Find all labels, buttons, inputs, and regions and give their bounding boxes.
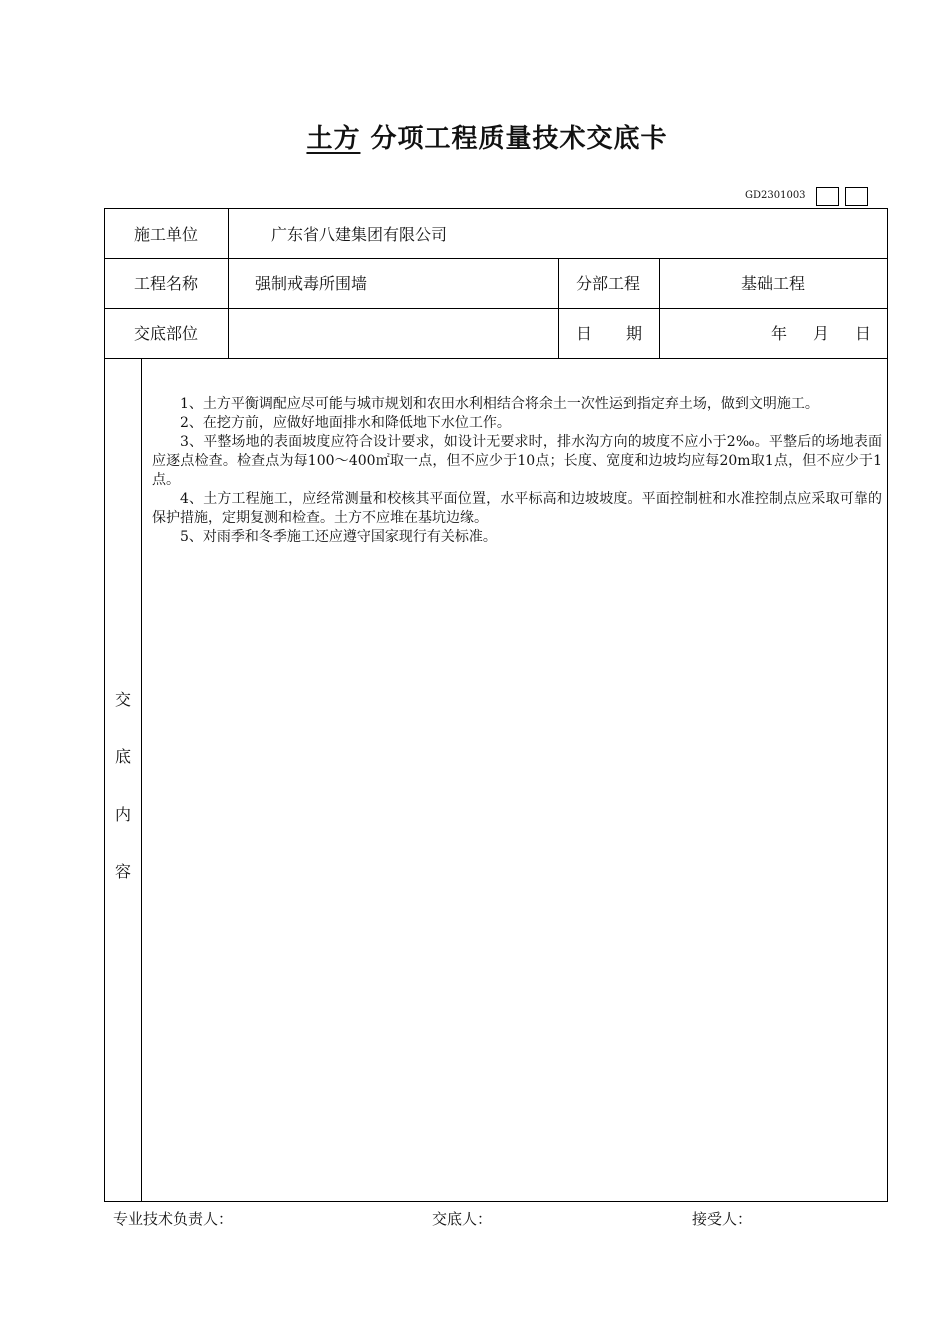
title-subject: 土方 [306,124,361,154]
receiver-signature[interactable]: 接受人： [692,1210,753,1228]
code-box-1[interactable] [816,187,839,206]
row-divider [105,358,887,359]
content-label-char: 容 [114,862,131,881]
content-paragraph: 4、土方工程施工，应经常测量和校核其平面位置，水平标高和边坡坡度。平面控制桩和水准控制点应采取可靠的保护措施，定期复测和检查。土方不应堆在基坑边缘。 [152,491,882,526]
col-divider [659,258,660,358]
division-value[interactable]: 基础工程 [741,274,806,293]
content-label-char: 交 [114,690,131,709]
form-title [0,118,950,155]
col-divider [141,358,142,1201]
title-suffix: 分项工程质量技术交底卡 [370,124,668,154]
construction-unit-value[interactable]: 广东省八建集团有限公司 [271,225,448,244]
tech-lead-signature[interactable]: 专业技术负责人： [113,1210,234,1228]
row-divider [105,308,887,309]
location-label: 交底部位 [134,324,199,343]
content-paragraph: 3、平整场地的表面坡度应符合设计要求，如设计无要求时，排水沟方向的坡度不应小于2‰。平整后的场地表面应逐点检查。检查点为每100～400㎡取一点，但不应少于10点；长度、宽度和边坡均应每20m取1点，但不应少于1点。 [152,434,882,488]
content-label-char: 底 [114,747,131,766]
content-paragraph: 2、在挖方前，应做好地面排水和降低地下水位工作。 [180,415,511,431]
date-label-1: 日 [576,324,593,343]
discloser-signature[interactable]: 交底人： [432,1210,493,1228]
date-day[interactable]: 日 [855,324,872,343]
disclosure-table [104,208,888,1202]
construction-unit-label: 施工单位 [134,225,199,244]
form-code: GD2301003 [745,190,806,201]
disclosure-content[interactable] [152,395,882,547]
col-divider [558,258,559,358]
date-month[interactable]: 月 [813,324,830,343]
code-box-2[interactable] [845,187,868,206]
division-label: 分部工程 [576,274,641,293]
date-year[interactable]: 年 [771,324,788,343]
row-divider [105,258,887,259]
col-divider [228,209,229,358]
content-paragraph: 5、对雨季和冬季施工还应遵守国家现行有关标准。 [180,529,497,545]
content-paragraph: 1、土方平衡调配应尽可能与城市规划和农田水利相结合将余土一次性运到指定弃土场，做到文明施工。 [180,396,819,412]
date-label-2: 期 [626,324,643,343]
project-name-value[interactable]: 强制戒毒所围墙 [255,274,368,293]
content-label-char: 内 [114,805,131,824]
project-name-label: 工程名称 [134,274,199,293]
